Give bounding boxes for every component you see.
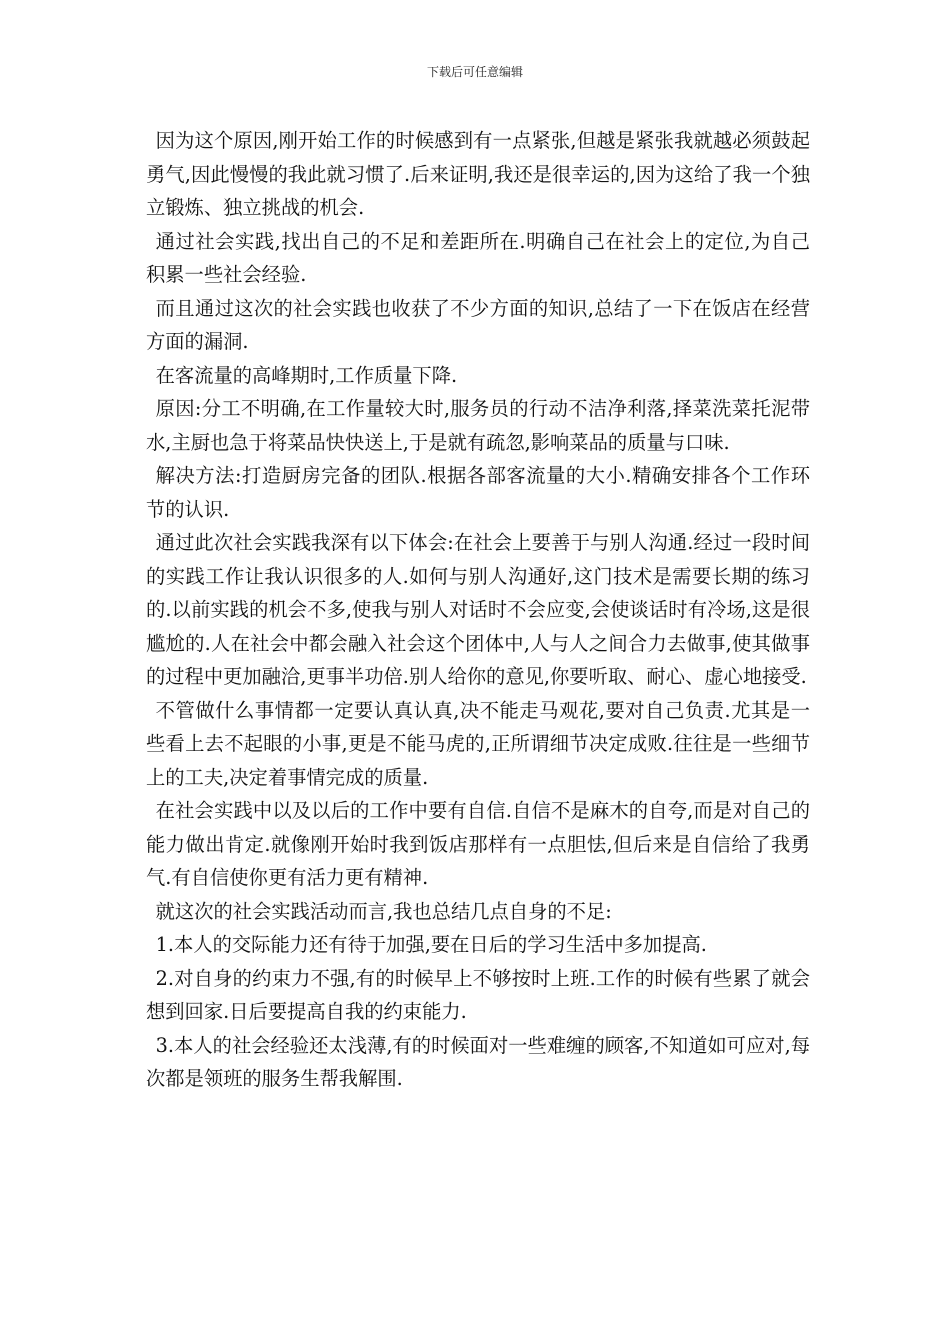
paragraph: 因为这个原因,刚开始工作的时候感到有一点紧张,但越是紧张我就越必须鼓起勇气,因此慢慢的我此就习惯了.后来证明,我还是很幸运的,因为这给了我一个独立锻炼、独立挑战的机会. — [146, 129, 810, 219]
list-item: 2.对自身的约束力不强,有的时候早上不够按时上班.工作的时候有些累了就会想到回家.日后要提高自我的约束能力. — [146, 966, 810, 1023]
paragraph: 原因:分工不明确,在工作量较大时,服务员的行动不洁净利落,择菜洗菜托泥带水,主厨也急于将菜品快快送上,于是就有疏忽,影响菜品的质量与口味. — [146, 397, 810, 454]
paragraph: 就这次的社会实践活动而言,我也总结几点自身的不足: — [155, 899, 612, 923]
page-header: 下载后可任意编辑 — [426, 65, 523, 79]
paragraph: 通过社会实践,找出自己的不足和差距所在.明确自己在社会上的定位,为自己积累一些社会经验. — [146, 229, 810, 286]
paragraph: 不管做什么事情都一定要认真认真,决不能走马观花,要对自己负责.尤其是一些看上去不起眼的小事,更是不能马虎的,正所谓细节决定成败.往往是一些细节上的工夫,决定着事情完成的质量. — [146, 698, 810, 789]
paragraph: 解决方法:打造厨房完备的团队.根据各部客流量的大小.精确安排各个工作环节的认识. — [146, 464, 810, 521]
document-body — [146, 124, 810, 1096]
paragraph: 在社会实践中以及以后的工作中要有自信.自信不是麻木的自夸,而是对自己的能力做出肯定.就像刚开始时我到饭店那样有一点胆怯,但后来是自信给了我勇气.有自信使你更有活力更有精神. — [146, 799, 810, 889]
paragraph: 在客流量的高峰期时,工作质量下降. — [155, 363, 458, 387]
paragraph: 而且通过这次的社会实践也收获了不少方面的知识,总结了一下在饭店在经营方面的漏洞. — [146, 296, 810, 353]
paragraph: 通过此次社会实践我深有以下体会:在社会上要善于与别人沟通.经过一段时间的实践工作让我认识很多的人.如何与别人沟通好,这门技术是需要长期的练习的.以前实践的机会不多,使我与别人对话时不会应变,会使谈话时有冷场,这是很尴尬的.人在社会中都会融入社会这个团体中,人与人之间合力去做事,使其做事的过程中更加融洽,更事半功倍.别人给你的意见,你要听取、耐心、虚心地接受. — [146, 531, 810, 688]
list-item: 3.本人的社会经验还太浅薄,有的时候面对一些难缠的顾客,不知道如可应对,每次都是领班的服务生帮我解围. — [146, 1033, 810, 1090]
list-item: 1.本人的交际能力还有待于加强,要在日后的学习生活中多加提高. — [155, 933, 707, 956]
